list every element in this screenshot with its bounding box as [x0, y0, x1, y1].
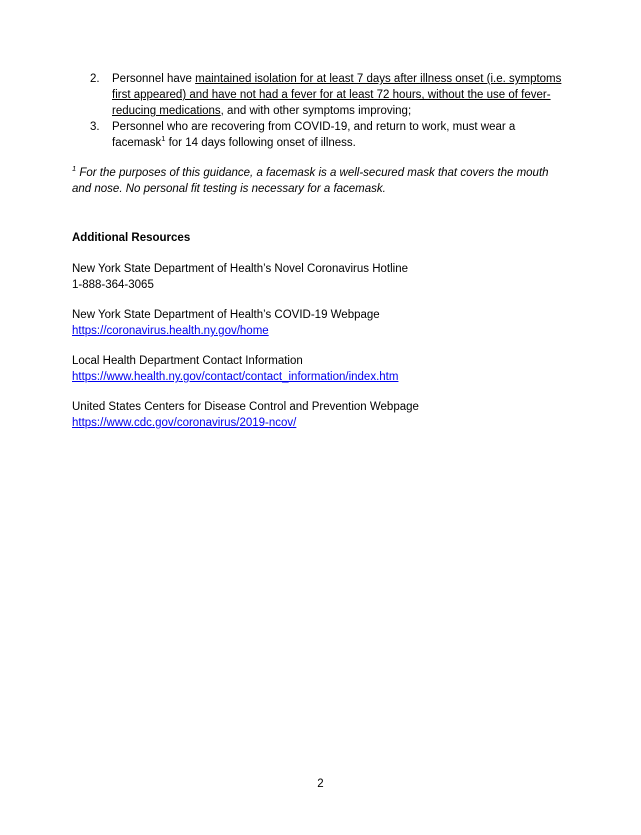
resource-link[interactable]: https://www.cdc.gov/coronavirus/2019-ncov/ — [72, 417, 297, 429]
resource-cdc-webpage — [72, 399, 570, 431]
resource-covid-webpage — [72, 307, 570, 339]
resources-list — [72, 261, 570, 431]
list-item-number: 3. — [90, 121, 100, 133]
return-to-work-criteria-list — [72, 71, 570, 151]
list-item-text: Personnel have maintained isolation for at least 7 days after illness onset (i.e. symptoms first appeared) and have not had a fever for at least 72 hours, without the use of fever-reducing medications, and with other symptoms improving; — [112, 73, 562, 117]
underlined-text: maintained isolation for at least 7 days after illness onset (i.e. symptoms first appeared) and have not had a fever for at least 72 hours, without the use of fever-reducing medications — [112, 73, 562, 117]
resource-local-health-dept — [72, 353, 570, 385]
hotline-number: 1-888-364-3065 — [72, 279, 154, 291]
resource-link[interactable]: https://www.health.ny.gov/contact/contact_information/index.htm — [72, 371, 399, 383]
footnote-marker: 1 — [72, 164, 77, 174]
resource-title: Local Health Department Contact Information — [72, 355, 303, 367]
additional-resources-heading: Additional Resources — [72, 232, 191, 244]
resource-hotline — [72, 261, 570, 293]
resource-title: New York State Department of Health’s COVID-19 Webpage — [72, 309, 380, 321]
footnote-reference: 1 — [161, 134, 166, 144]
list-item — [72, 119, 570, 151]
footnote: $^1$ For the purposes of this guidance, a facemask is a well-secured mask that covers the mouth and nose. No personal fit testing is necessary for a facemask. — [72, 164, 549, 195]
resource-title: United States Centers for Disease Control and Prevention Webpage — [72, 401, 419, 413]
resource-link[interactable]: https://coronavirus.health.ny.gov/home — [72, 325, 269, 337]
list-item-number: 2. — [90, 73, 100, 85]
list-item-text: Personnel who are recovering from COVID-19, and return to work, must wear a facemask$^1$ for 14 days following onset of illness. — [112, 121, 516, 149]
list-item — [72, 71, 570, 119]
resource-title: New York State Department of Health’s Novel Coronavirus Hotline — [72, 263, 409, 275]
page-number: 2 — [317, 778, 324, 790]
